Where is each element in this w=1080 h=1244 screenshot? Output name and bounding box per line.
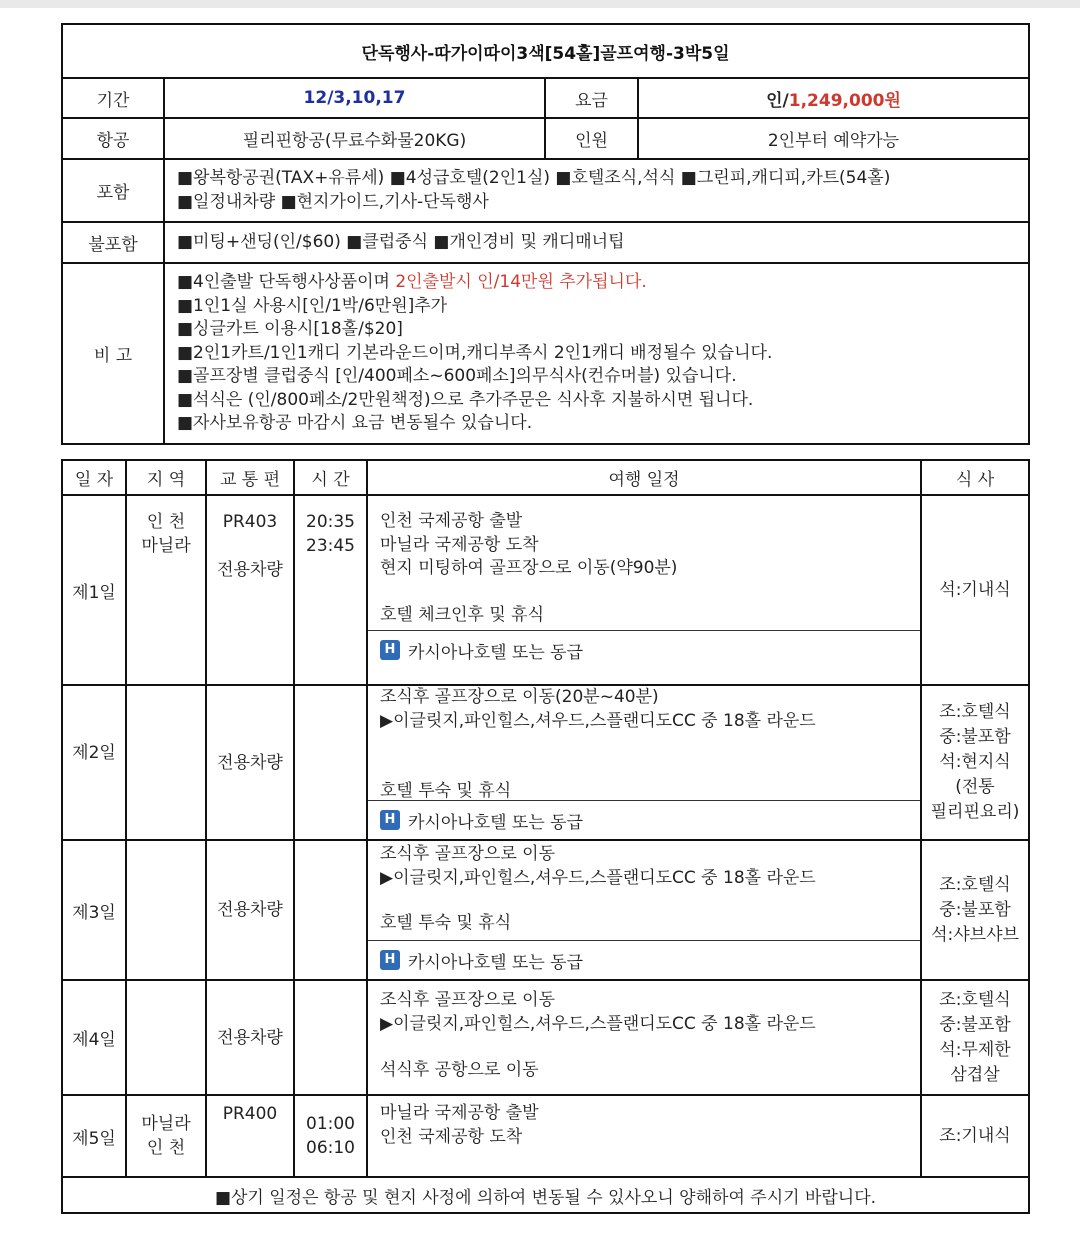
time-cell	[294, 685, 367, 840]
itinerary-cell	[367, 1095, 921, 1177]
product-info-table	[61, 23, 1030, 445]
itinerary-line: 조식후 골프장으로 이동	[380, 844, 556, 864]
itinerary-line: 석식후 공항으로 이동	[380, 1060, 539, 1080]
meal-text: 조:호텔식	[939, 989, 1011, 1010]
meal-cell	[921, 980, 1029, 1095]
time-cell	[294, 980, 367, 1095]
air-value: 필리핀항공(무료수화물20KG)	[164, 118, 545, 159]
time-text: 23:45	[306, 536, 355, 556]
day-label: 제3일	[62, 840, 126, 980]
hotel-row	[368, 940, 920, 979]
price-value: 1,249,000원	[788, 90, 901, 111]
remarks-label: 비 고	[62, 263, 164, 444]
remark-line: ■1인1실 사용시[인/1박/6만원]추가	[177, 295, 448, 316]
transport-cell	[206, 980, 294, 1095]
transport-cell	[206, 1095, 294, 1177]
time-text: 20:35	[306, 512, 355, 532]
transport-text: PR403	[222, 512, 278, 532]
include-list	[164, 159, 1029, 222]
itinerary-line: 호텔 체크인후 및 휴식	[380, 604, 545, 625]
exclude-value: ■미팅+샌딩(인/$60) ■클럽중식 ■개인경비 및 캐디매너팁	[164, 222, 1029, 263]
table-row	[62, 980, 1029, 1095]
price-cell	[638, 78, 1029, 118]
day-label: 제1일	[62, 495, 126, 685]
day-label: 제2일	[62, 685, 126, 840]
table-row	[62, 840, 1029, 980]
transport-text: PR400	[222, 1104, 278, 1124]
transport-text: 전용차량	[217, 900, 283, 920]
itinerary-cell	[367, 495, 921, 685]
itinerary-line: 조식후 골프장으로 이동(20분~40분)	[380, 687, 659, 707]
region-cell	[126, 840, 206, 980]
transport-cell	[206, 495, 294, 685]
people-label: 인원	[545, 118, 638, 159]
meal-text: 조:기내식	[939, 1125, 1011, 1146]
itinerary-line: 마닐라 국제공항 도착	[380, 534, 539, 555]
transport-text	[207, 534, 293, 558]
include-line: ■왕복항공권(TAX+유류세) ■4성급호텔(2인1실) ■호텔조식,석식 ■그린피,캐디피,카트(54홀)	[177, 168, 891, 188]
time-text: 01:00	[306, 1114, 355, 1134]
include-label: 포함	[62, 159, 164, 222]
table-row	[62, 495, 1029, 685]
remark-line: ■석식은 (인/800페소/2만원책정)으로 추가주문은 식사후 지불하시면 됩니다.	[177, 389, 754, 410]
transport-text: 전용차량	[217, 560, 283, 580]
region-cell	[126, 495, 206, 685]
hotel-text: 카시아나호텔 또는 동급	[408, 812, 584, 833]
meal-text: 석:무제한	[939, 1039, 1011, 1060]
period-label: 기간	[62, 78, 164, 118]
remark-text: ■4인출발 단독행사상품이며	[177, 272, 396, 293]
remark-highlight: 2인출발시 인/14만원 추가됩니다.	[395, 272, 647, 293]
transport-text: 전용차량	[217, 752, 283, 773]
itinerary-cell	[367, 980, 921, 1095]
product-title: 단독행사-따가이따이3색[54홀]골프여행-3박5일	[62, 24, 1029, 78]
header-day: 일 자	[62, 460, 126, 495]
transport-cell	[206, 685, 294, 840]
top-bar	[0, 0, 1080, 8]
region-text: 인 천	[146, 512, 186, 532]
price-prefix: 인/	[766, 90, 789, 111]
people-value: 2인부터 예약가능	[638, 118, 1029, 159]
header-meal: 식 사	[921, 460, 1029, 495]
schedule-footer-note: ■상기 일정은 항공 및 현지 사정에 의하여 변동될 수 있사오니 양해하여 주시기 바랍니다.	[62, 1177, 1029, 1213]
transport-cell	[206, 840, 294, 980]
day-label: 제4일	[62, 980, 126, 1095]
table-row	[62, 685, 1029, 840]
remark-line: ■2인1카트/1인1캐디 기본라운드이며,캐디부족시 2인1캐디 배정될수 있습니다.	[177, 342, 773, 363]
time-cell	[294, 1095, 367, 1177]
air-label: 항공	[62, 118, 164, 159]
meal-cell	[921, 495, 1029, 685]
table-row	[62, 1095, 1029, 1177]
itinerary-line: 인천 국제공항 도착	[380, 1126, 523, 1147]
remark-line: ■싱글카트 이용시[18홀/$20]	[177, 319, 403, 340]
itinerary-line: 호텔 투숙 및 휴식	[380, 781, 512, 801]
meal-text: 중:불포함	[939, 1014, 1011, 1035]
header-itinerary: 여행 일정	[367, 460, 921, 495]
meal-cell	[921, 1095, 1029, 1177]
meal-cell	[921, 685, 1029, 840]
transport-text: 전용차량	[217, 1027, 283, 1048]
itinerary-line: ▶이글릿지,파인힐스,셔우드,스플랜디도CC 중 18홀 라운드	[380, 710, 816, 731]
time-cell	[294, 495, 367, 685]
itinerary-line: 마닐라 국제공항 출발	[380, 1103, 539, 1123]
schedule-table	[61, 459, 1030, 1214]
hotel-row	[368, 630, 920, 669]
region-text: 인 천	[146, 1138, 186, 1158]
region-cell	[126, 685, 206, 840]
header-time: 시 간	[294, 460, 367, 495]
exclude-label: 불포함	[62, 222, 164, 263]
hotel-icon: H	[380, 640, 400, 660]
meal-text: (전통	[955, 777, 995, 797]
meal-text: 석:현지식	[939, 752, 1011, 772]
itinerary-line: 호텔 투숙 및 휴식	[380, 913, 512, 933]
include-line: ■일정내차량 ■현지가이드,기사-단독행사	[177, 191, 489, 212]
itinerary-line: ▶이글릿지,파인힐스,셔우드,스플랜디도CC 중 18홀 라운드	[380, 867, 816, 888]
header-transport: 교 통 편	[206, 460, 294, 495]
hotel-text: 카시아나호텔 또는 동급	[408, 642, 584, 663]
itinerary-cell	[367, 840, 921, 980]
remark-line: ■자사보유항공 마감시 요금 변동될수 있습니다.	[177, 413, 533, 434]
itinerary-cell	[367, 685, 921, 840]
region-cell	[126, 1095, 206, 1177]
meal-text: 석:샤브샤브	[931, 924, 1019, 945]
day-label: 제5일	[62, 1095, 126, 1177]
meal-text: 중:불포함	[939, 727, 1011, 747]
meal-text: 필리핀요리)	[930, 802, 1020, 822]
hotel-icon: H	[380, 950, 400, 970]
itinerary-line: 조식후 골프장으로 이동	[380, 990, 556, 1010]
hotel-row	[368, 800, 920, 839]
region-text: 마닐라	[141, 1114, 191, 1134]
region-cell	[126, 980, 206, 1095]
meal-cell	[921, 840, 1029, 980]
period-value: 12/3,10,17	[164, 78, 545, 118]
region-text: 마닐라	[141, 536, 191, 556]
remark-line	[177, 271, 1016, 295]
meal-text: 조:호텔식	[939, 874, 1011, 895]
itinerary-line: 인천 국제공항 출발	[380, 511, 523, 531]
remarks-list	[164, 263, 1029, 444]
hotel-icon: H	[380, 810, 400, 830]
itinerary-line: 현지 미팅하여 골프장으로 이동(약90분)	[380, 558, 678, 578]
meal-text: 삼겹살	[950, 1064, 1000, 1085]
hotel-text: 카시아나호텔 또는 동급	[408, 952, 584, 973]
time-text: 06:10	[306, 1138, 355, 1158]
itinerary-line: ▶이글릿지,파인힐스,셔우드,스플랜디도CC 중 18홀 라운드	[380, 1013, 816, 1034]
price-label: 요금	[545, 78, 638, 118]
meal-text: 중:불포함	[939, 899, 1011, 920]
header-region: 지 역	[126, 460, 206, 495]
time-cell	[294, 840, 367, 980]
remark-line: ■골프장별 클럽중식 [인/400페소~600페소]의무식사(컨슈머블) 있습니다.	[177, 366, 737, 387]
meal-text: 석:기내식	[939, 579, 1011, 600]
meal-text: 조:호텔식	[939, 702, 1011, 722]
